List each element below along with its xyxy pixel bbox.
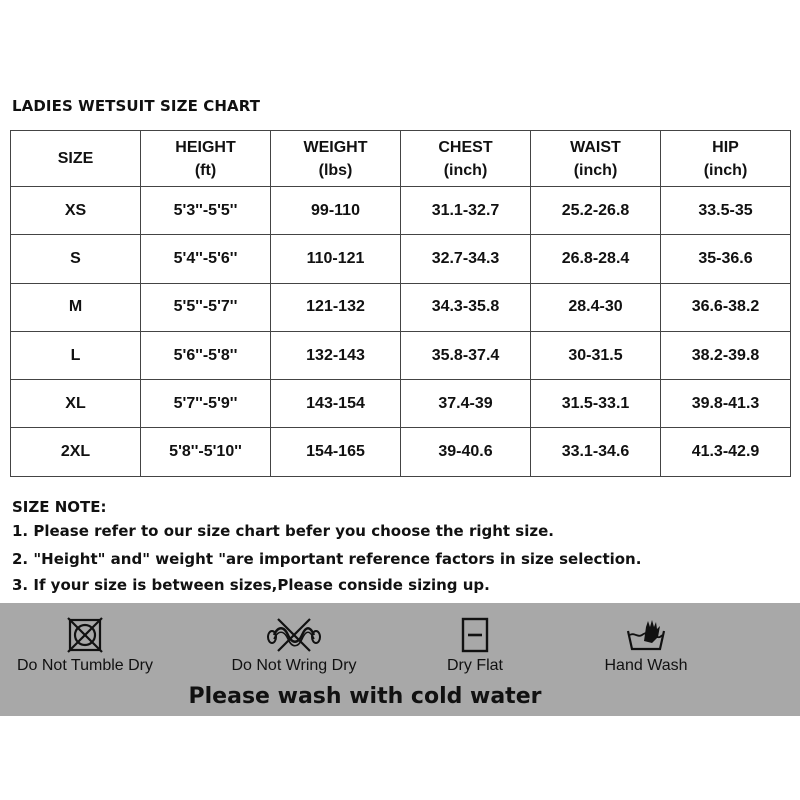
cell-waist: 33.1-34.6 <box>531 428 661 476</box>
cell-height: 5'8''-5'10'' <box>141 428 271 476</box>
do-not-tumble-dry-icon <box>65 617 105 653</box>
cell-size: 2XL <box>11 428 141 476</box>
cell-hip: 33.5-35 <box>661 187 791 235</box>
header-unit: (inch) <box>703 161 748 179</box>
care-item-dry-flat <box>375 617 575 675</box>
cell-waist: 30-31.5 <box>531 331 661 379</box>
care-label: Do Not Wring Dry <box>231 657 357 674</box>
cell-waist: 25.2-26.8 <box>531 187 661 235</box>
cell-hip: 41.3-42.9 <box>661 428 791 476</box>
cell-hip: 35-36.6 <box>661 235 791 283</box>
care-label: Dry Flat <box>447 657 503 674</box>
size-table <box>10 130 791 477</box>
header-unit: (ft) <box>194 161 217 179</box>
cell-size: M <box>11 283 141 331</box>
cell-height: 5'5''-5'7'' <box>141 283 271 331</box>
header-label: SIZE <box>57 149 94 167</box>
hand-wash-icon <box>624 617 668 653</box>
cell-height: 5'4''-5'6'' <box>141 235 271 283</box>
header-weight <box>271 131 401 187</box>
header-label: HIP <box>712 138 739 156</box>
size-note-line: 3. If your size is between sizes,Please conside sizing up. <box>12 576 490 594</box>
cell-weight: 99-110 <box>271 187 401 235</box>
table-row <box>11 331 791 379</box>
care-item-hand-wash <box>546 617 746 675</box>
table-header-row <box>11 131 791 187</box>
cell-chest: 31.1-32.7 <box>401 187 531 235</box>
cell-chest: 34.3-35.8 <box>401 283 531 331</box>
cell-height: 5'3''-5'5'' <box>141 187 271 235</box>
cell-weight: 143-154 <box>271 380 401 428</box>
size-note-line: 1. Please refer to our size chart befer you choose the right size. <box>12 522 554 540</box>
cell-chest: 37.4-39 <box>401 380 531 428</box>
cell-size: S <box>11 235 141 283</box>
cell-chest: 39-40.6 <box>401 428 531 476</box>
header-height <box>141 131 271 187</box>
table-row <box>11 235 791 283</box>
header-chest <box>401 131 531 187</box>
care-label: Do Not Tumble Dry <box>16 657 154 674</box>
header-label: CHEST <box>438 138 493 156</box>
header-label: HEIGHT <box>175 138 236 156</box>
cell-weight: 154-165 <box>271 428 401 476</box>
table-row <box>11 187 791 235</box>
cell-chest: 32.7-34.3 <box>401 235 531 283</box>
header-hip <box>661 131 791 187</box>
table-row <box>11 380 791 428</box>
header-label: WEIGHT <box>303 138 368 156</box>
dry-flat-icon <box>460 617 490 653</box>
cell-weight: 132-143 <box>271 331 401 379</box>
table-row <box>11 428 791 476</box>
cell-waist: 26.8-28.4 <box>531 235 661 283</box>
cell-hip: 38.2-39.8 <box>661 331 791 379</box>
cell-size: XS <box>11 187 141 235</box>
care-item-wring <box>194 617 394 675</box>
table-row <box>11 283 791 331</box>
cell-height: 5'7''-5'9'' <box>141 380 271 428</box>
header-unit: (inch) <box>443 161 488 179</box>
do-not-wring-icon <box>266 617 322 653</box>
care-instructions-band <box>0 603 800 716</box>
cell-height: 5'6''-5'8'' <box>141 331 271 379</box>
size-note-title: SIZE NOTE: <box>12 498 107 516</box>
header-unit: (lbs) <box>318 161 353 179</box>
cell-hip: 36.6-38.2 <box>661 283 791 331</box>
size-note-line: 2. "Height" and" weight "are important reference factors in size selection. <box>12 550 642 568</box>
header-waist <box>531 131 661 187</box>
cell-size: L <box>11 331 141 379</box>
header-label: WAIST <box>570 138 621 156</box>
cell-waist: 31.5-33.1 <box>531 380 661 428</box>
cell-waist: 28.4-30 <box>531 283 661 331</box>
cell-weight: 110-121 <box>271 235 401 283</box>
cell-size: XL <box>11 380 141 428</box>
chart-title: LADIES WETSUIT SIZE CHART <box>12 97 261 115</box>
header-size <box>11 131 141 187</box>
care-item-tumble-dry <box>0 617 185 675</box>
header-unit: (inch) <box>573 161 618 179</box>
wash-note: Please wash with cold water <box>188 684 542 709</box>
cell-weight: 121-132 <box>271 283 401 331</box>
cell-chest: 35.8-37.4 <box>401 331 531 379</box>
care-label: Hand Wash <box>604 657 688 674</box>
cell-hip: 39.8-41.3 <box>661 380 791 428</box>
